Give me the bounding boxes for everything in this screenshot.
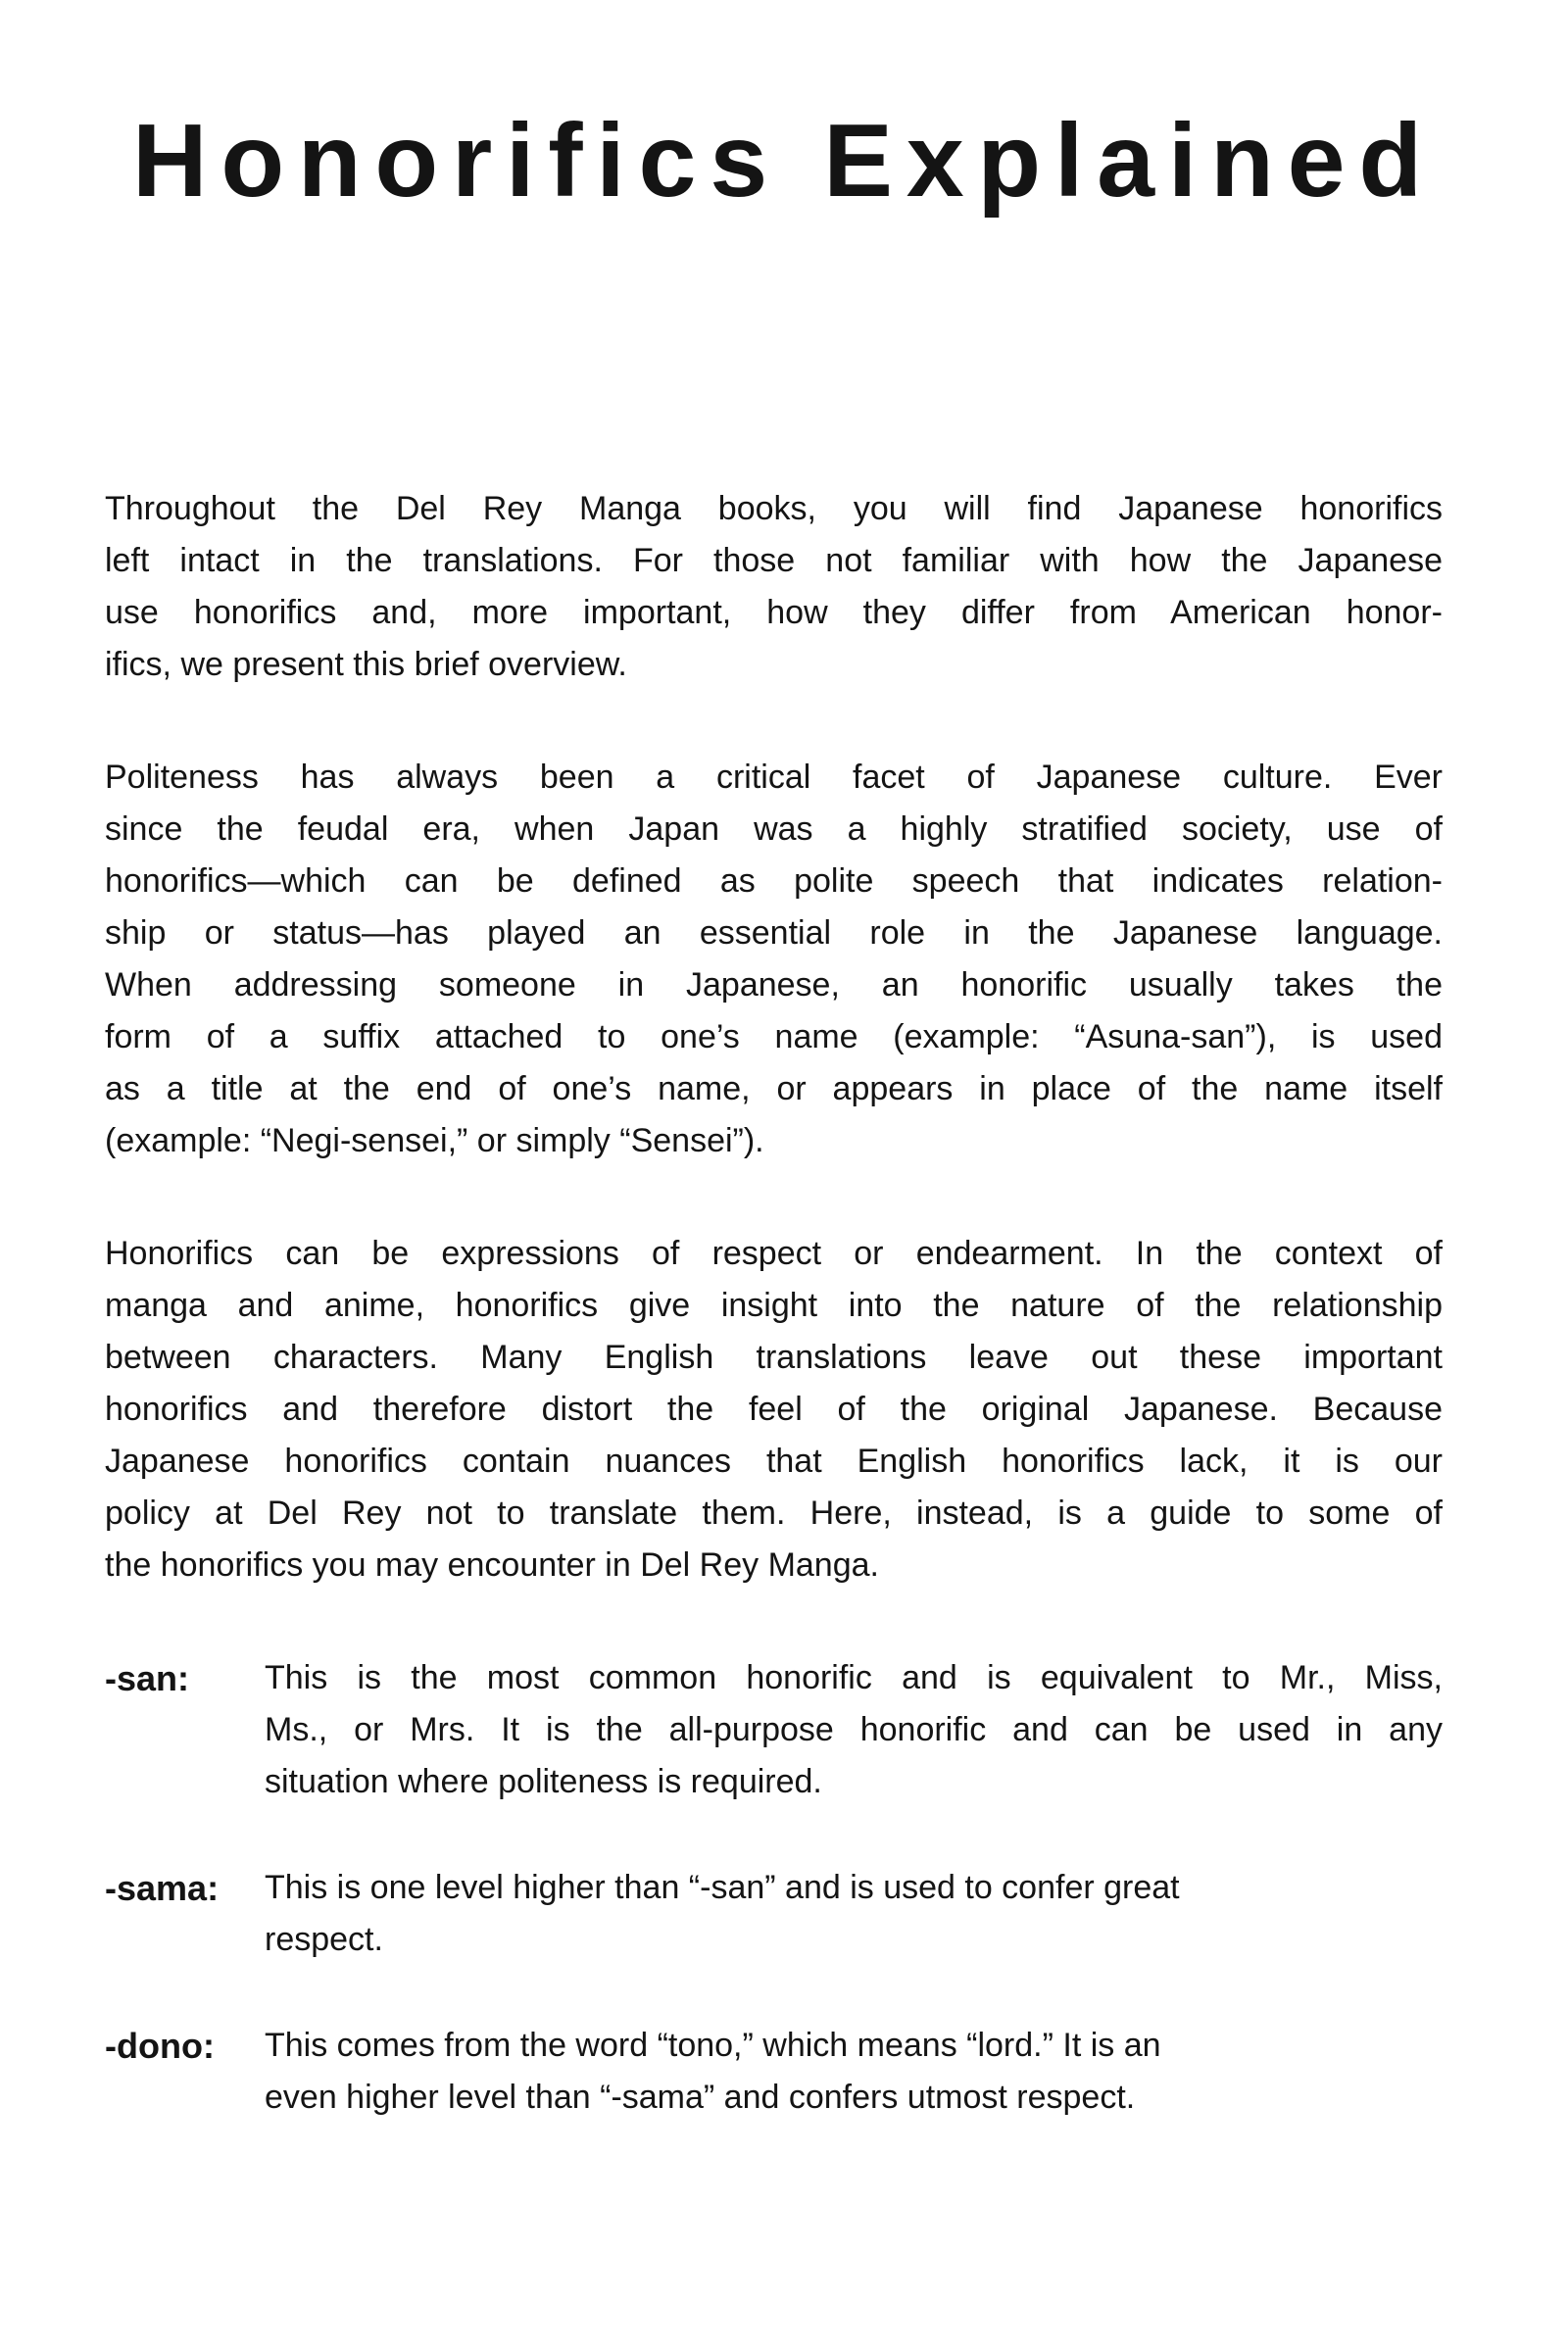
honorific-entry-sama	[105, 1862, 1443, 1966]
honorific-term: -san:	[105, 1658, 190, 1698]
text-line: honorifics—which can be defined as polite speech that indicates relation-	[105, 862, 1443, 900]
page-title: Honorifics Explained	[132, 103, 1436, 219]
text-line: form of a suffix attached to one’s name (example: “Asuna-san”), is used	[105, 1018, 1443, 1055]
text-line: as a title at the end of one’s name, or appears in place of the name itself	[105, 1070, 1443, 1107]
text-line: When addressing someone in Japanese, an honorific usually takes the	[105, 966, 1443, 1004]
text-line: even higher level than “-sama” and confers utmost respect.	[265, 2079, 1136, 2116]
text-line: manga and anime, honorifics give insight into the nature of the relationship	[105, 1287, 1443, 1324]
text-line: since the feudal era, when Japan was a highly stratified society, use of	[105, 810, 1443, 848]
honorific-term: -dono:	[105, 2026, 215, 2066]
body-paragraph	[105, 483, 1443, 691]
text-line: This is the most common honorific and is equivalent to Mr., Miss,	[265, 1659, 1443, 1696]
text-line: Throughout the Del Rey Manga books, you will find Japanese honorifics	[105, 490, 1443, 527]
body-paragraph	[105, 752, 1443, 1167]
honorific-entry-dono	[105, 2020, 1443, 2124]
text-line: Honorifics can be expressions of respect or endearment. In the context of	[105, 1235, 1443, 1272]
text-line: situation where politeness is required.	[265, 1763, 822, 1800]
text-line: Japanese honorifics contain nuances that English honorifics lack, it is our	[105, 1443, 1443, 1480]
text-line: Ms., or Mrs. It is the all-purpose honorific and can be used in any	[265, 1711, 1443, 1748]
body-paragraph	[105, 1228, 1443, 1592]
honorific-term: -sama:	[105, 1868, 220, 1908]
text-line: ship or status—has played an essential role in the Japanese language.	[105, 914, 1443, 952]
honorific-definition	[265, 2020, 1443, 2124]
text-line: use honorifics and, more important, how they differ from American honor-	[105, 594, 1443, 631]
honorific-definition	[265, 1862, 1443, 1966]
text-line: This comes from the word “tono,” which means “lord.” It is an	[265, 2027, 1161, 2064]
text-line: Politeness has always been a critical facet of Japanese culture. Ever	[105, 759, 1443, 796]
text-line: the honorifics you may encounter in Del Rey Manga.	[105, 1546, 879, 1584]
text-line: This is one level higher than “-san” and is used to confer great	[265, 1869, 1180, 1906]
page-content	[105, 483, 1443, 2124]
text-line: honorifics and therefore distort the feel of the original Japanese. Because	[105, 1391, 1443, 1428]
text-line: (example: “Negi-sensei,” or simply “Sensei”).	[105, 1122, 764, 1159]
text-line: between characters. Many English translations leave out these important	[105, 1339, 1443, 1376]
honorific-definition	[265, 1652, 1443, 1808]
text-line: ifics, we present this brief overview.	[105, 646, 627, 683]
honorifics-list	[105, 1652, 1443, 2124]
text-line: respect.	[265, 1921, 383, 1958]
text-line: policy at Del Rey not to translate them. Here, instead, is a guide to some of	[105, 1494, 1443, 1532]
honorific-entry-san	[105, 1652, 1443, 1808]
text-line: left intact in the translations. For those not familiar with how the Japanese	[105, 542, 1443, 579]
